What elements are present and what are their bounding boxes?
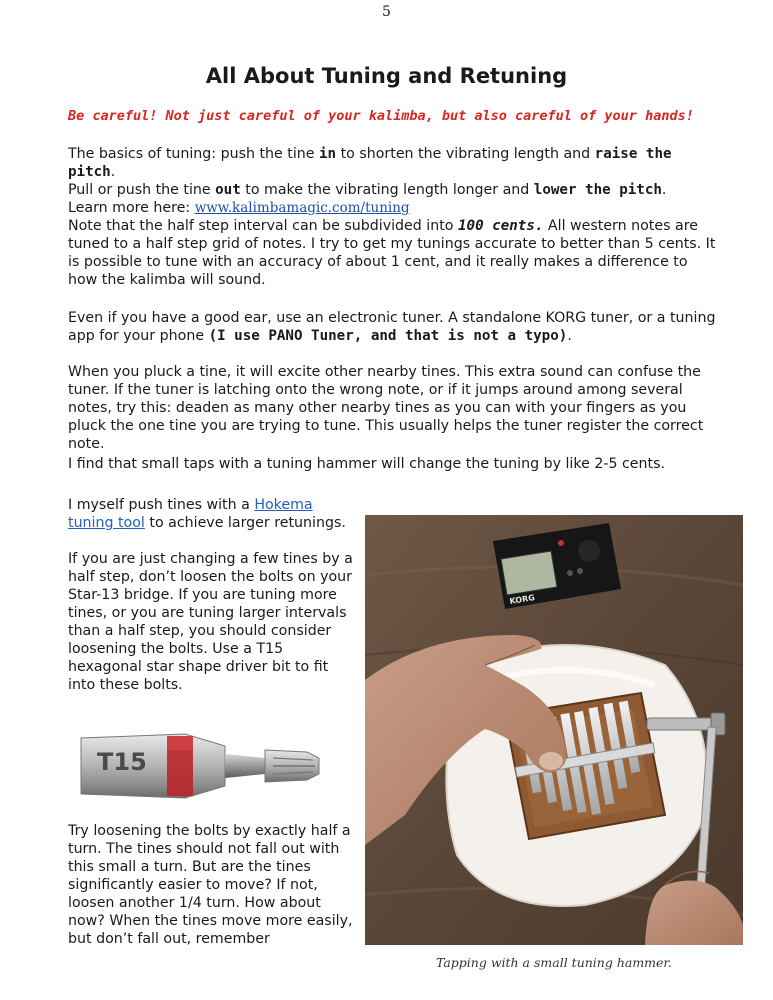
- emphasis-pano-tuner: (I use PANO Tuner, and that is not a typo): [208, 328, 568, 344]
- page-title: All About Tuning and Retuning: [205, 64, 568, 88]
- emphasis-out: out: [215, 182, 241, 198]
- kalimba-photo: [365, 515, 743, 945]
- text: to make the vibrating length longer and: [240, 182, 534, 198]
- text: .: [661, 182, 667, 198]
- paragraph-hokema: [68, 496, 358, 532]
- paragraph-tuner: [68, 309, 718, 345]
- text: .: [567, 328, 572, 344]
- tuning-link[interactable]: www.kalimbamagic.com/tuning: [194, 200, 410, 216]
- hokema-link[interactable]: Hokema tuning tool: [68, 497, 313, 531]
- kalimba-photo-drawing: [365, 515, 743, 945]
- text: The basics of tuning: push the tine: [68, 146, 320, 162]
- bit-label: T15: [97, 748, 147, 776]
- photo-caption: Tapping with a small tuning hammer.: [435, 955, 673, 970]
- emphasis-lower-pitch: lower the pitch: [533, 182, 662, 198]
- paragraph-loosening: Try loosening the bolts by exactly half a turn. The tines should not fall out with this small a turn. But are the tines significantly easier to move? If not, loosen another 1/4 turn. How about now? When the tines move more easily, but don’t fall out, remember: [68, 823, 353, 947]
- text: to achieve larger retunings.: [144, 515, 346, 531]
- text: .: [110, 164, 116, 180]
- text: All western notes are tuned to a half step grid of notes. I try to get my tunings accurate to better than 5 cents. It is possible to tune with an accuracy of about 1 cent, and it really makes a difference to how the kalimba will sound.: [68, 218, 716, 288]
- text: Even if you have a good ear, use an electronic tuner. A standalone KORG tuner, or a tuning app for your phone: [68, 310, 716, 344]
- text: Learn more here:: [68, 200, 195, 216]
- page-number: 5: [382, 4, 391, 20]
- emphasis-in: in: [319, 146, 337, 162]
- tuner-brand: KORG: [508, 593, 536, 606]
- warning-text: Be careful! Not just careful of your kalimba, but also careful of your hands!: [68, 108, 694, 124]
- t15-bit-image: [75, 728, 337, 804]
- paragraph-tuning-basics: [68, 145, 718, 217]
- paragraph-cents: [68, 217, 718, 289]
- text: Pull or push the tine: [68, 182, 216, 198]
- text: I myself push tines with a: [68, 497, 255, 513]
- paragraph-pluck: When you pluck a tine, it will excite other nearby tines. This extra sound can confuse the tuner. If the tuner is latching onto the wrong note, or if it jumps around among several notes, try this: deaden as many other nearby tines as you can with your fingers as you pluck the one tine you are trying to tune. This usually helps the tuner register the correct note.: [68, 364, 704, 452]
- emphasis-raise-pitch: raise the pitch: [68, 146, 672, 180]
- emphasis-100-cents: 100 cents.: [458, 218, 544, 234]
- text: to shorten the vibrating length and: [336, 146, 595, 162]
- text: Note that the half step interval can be subdivided into: [68, 218, 458, 234]
- paragraph-taps: I find that small taps with a tuning hammer will change the tuning by like 2-5 cents.: [68, 456, 665, 472]
- paragraph-bolts: If you are just changing a few tines by a half step, don’t loosen the bolts on your Star-13 bridge. If you are tuning more tines, or you are tuning larger intervals than a half step, you should consider loosening the bolts. Use a T15 hexagonal star shape driver bit to fit into these bolts.: [68, 551, 353, 693]
